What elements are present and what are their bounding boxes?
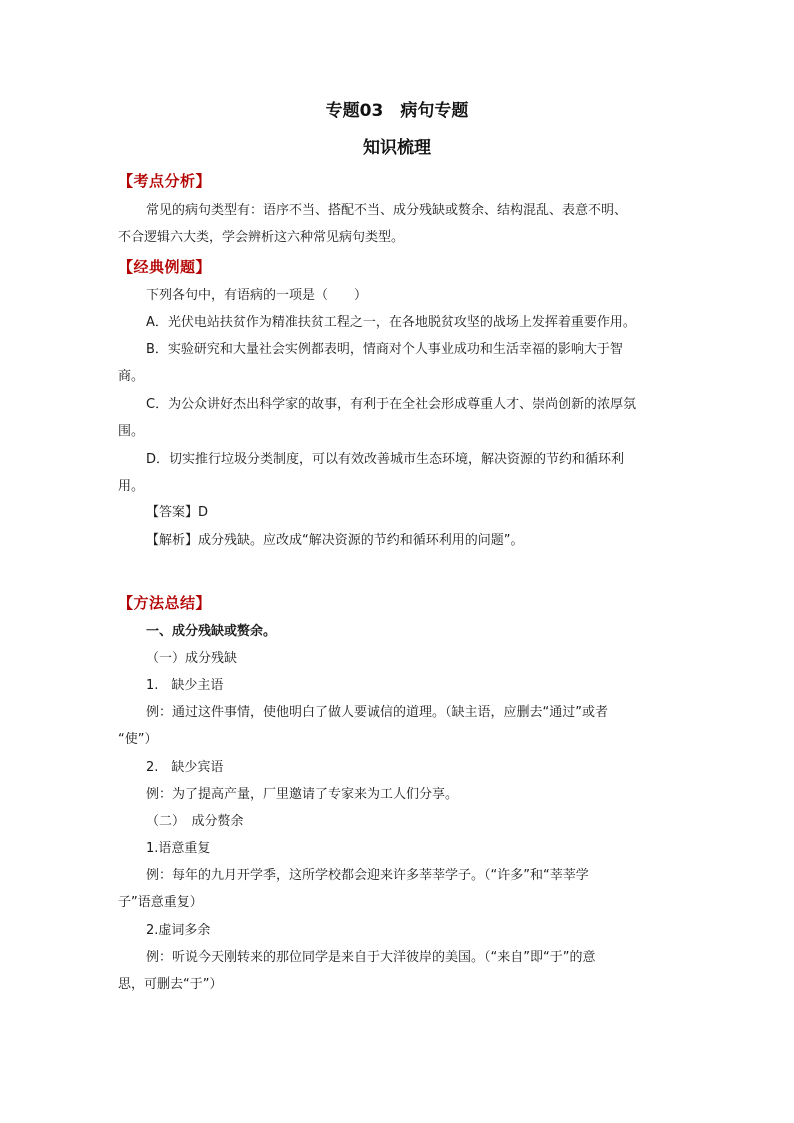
example-answer: 【答案】D (146, 505, 209, 520)
method-heading-1: 一、成分残缺或赘余。 (146, 624, 277, 639)
method-example-4-line2: 思，可删去“于”） (118, 977, 223, 992)
method-item-function-word: 2.虚词多余 (146, 923, 211, 938)
method-example-1-line1: 例：通过这件事情，使他明白了做人要诚信的道理。（缺主语，应删去“通过”或者 (146, 705, 608, 720)
example-explanation: 【解析】成分残缺。应改成“解决资源的节约和循环利用的问题”。 (146, 533, 524, 548)
example-option-d-line2: 用。 (118, 479, 145, 494)
method-example-4-line1: 例：听说今天刚转来的那位同学是来自于大洋彼岸的美国。（“来自”即“于”的意 (146, 950, 596, 965)
method-item-repetition: 1.语意重复 (146, 841, 211, 856)
method-item-missing-subject: 1. 缺少主语 (146, 678, 224, 693)
method-subheading-redundant: （二） 成分赘余 (146, 814, 244, 829)
section-tag-method: 【方法总结】 (118, 594, 212, 612)
method-example-1-line2: “使”） (118, 732, 158, 747)
page-subtitle: 知识梳理 (363, 138, 431, 158)
example-option-d-line1: D．切实推行垃圾分类制度，可以有效改善城市生态环境，解决资源的节约和循环利 (146, 452, 625, 467)
section-tag-analysis: 【考点分析】 (118, 172, 212, 190)
analysis-paragraph-line2: 不合逻辑六大类，学会辨析这六种常见病句类型。 (118, 230, 405, 245)
method-subheading-missing: （一）成分残缺 (146, 651, 238, 666)
example-option-c-line1: C．为公众讲好杰出科学家的故事，有利于在全社会形成尊重人才、崇尚创新的浓厚氛 (146, 397, 637, 412)
analysis-paragraph-line1: 常见的病句类型有：语序不当、搭配不当、成分残缺或赘余、结构混乱、表意不明、 (146, 203, 628, 218)
method-example-3-line1: 例：每年的九月开学季，这所学校都会迎来许多莘莘学子。（“许多”和“莘莘学 (146, 868, 589, 883)
section-tag-example: 【经典例题】 (118, 258, 212, 276)
method-example-3-line2: 子”语意重复） (118, 895, 203, 910)
page-title: 专题03 病句专题 (325, 101, 469, 121)
example-option-b-line1: B．实验研究和大量社会实例都表明，情商对个人事业成功和生活幸福的影响大于智 (146, 342, 623, 357)
method-item-missing-object: 2. 缺少宾语 (146, 760, 224, 775)
example-question: 下列各句中，有语病的一项是（ ） (146, 288, 368, 303)
method-example-2: 例：为了提高产量，厂里邀请了专家来为工人们分享。 (146, 787, 459, 802)
example-option-a: A．光伏电站扶贫作为精准扶贫工程之一，在各地脱贫攻坚的战场上发挥着重要作用。 (146, 315, 636, 330)
example-option-b-line2: 商。 (118, 369, 145, 384)
example-option-c-line2: 围。 (118, 424, 145, 439)
